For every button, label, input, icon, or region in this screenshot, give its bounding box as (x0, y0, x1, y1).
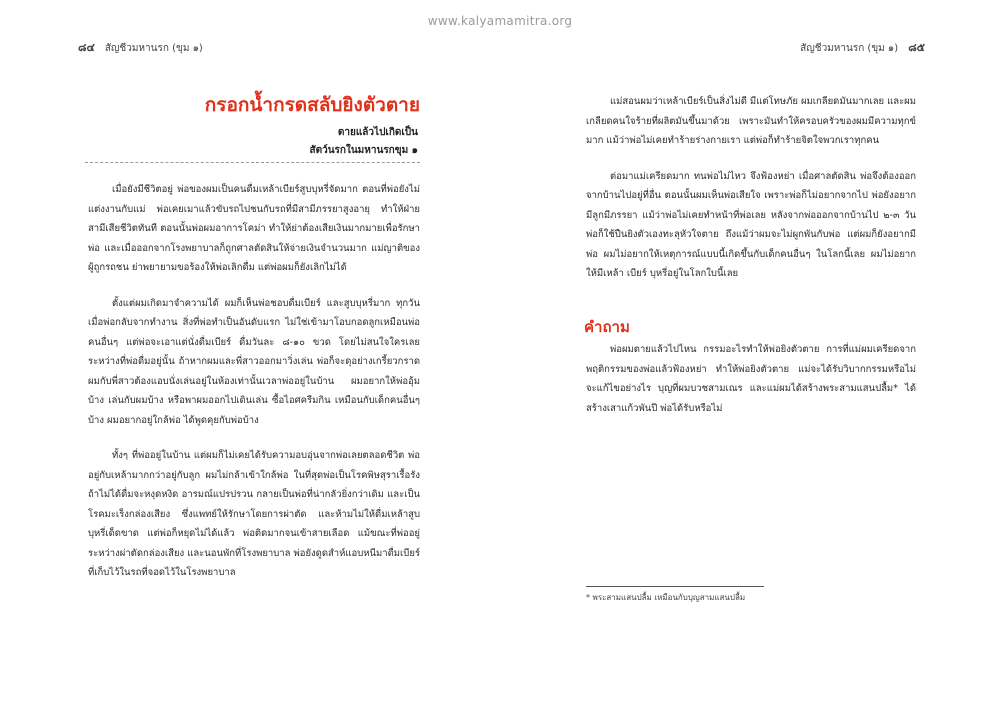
left-header-title: สัญชีวมหานรก (ขุม ๑) (104, 43, 203, 54)
right-page-number: ๘๕ (908, 41, 925, 54)
right-body-text (586, 92, 916, 300)
question-heading: คำถาม (584, 318, 630, 336)
right-paragraph-2: ต่อมาแม่เครียดมาก ทนพ่อไม่ไหว จึงฟ้องหย่า เมื่อศาลตัดสิน พ่อจึงต้องออกจากบ้านไปอยู่ที่อื่น ตอนนั้นผมเห็นพ่อเสียใจ เพราะพ่อก็ไม่อยากจากไป พ่อยังอยากมีลูกมีภรรยา แม้ว่าพ่อไม่เคยทำหน้าที่พ่อเลย หลังจากพ่อออกจากบ้านไป ๒-๓ วัน พ่อก็ใช้ปืนยิงตัวเองทะลุหัวใจตาย ถึงแม้ว่าผมจะไม่ผูกพันกับพ่อ แต่ผมก็ยังอยากมีพ่อ ผมไม่อยากให้เหตุการณ์แบบนี้เกิดขึ้นกับเด็กคนอื่นๆ ในโลกนี้เลย ผมไม่อยากให้มีเหล้า เบียร์ บุหรี่อยู่ในโลกใบนี้เลย (586, 170, 916, 279)
right-running-header (800, 38, 925, 56)
chapter-title: กรอกน้ำกรดสลับยิงตัวตาย (204, 94, 420, 116)
title-divider (85, 162, 420, 163)
right-paragraph-1: แม่สอนผมว่าเหล้าเบียร์เป็นสิ่งไม่ดี มีแต่โทษภัย ผมเกลียดมันมากเลย และผมเกลียดคนใจร้ายที่ผลิตมันขึ้นมาด้วย เพราะมันทำให้ครอบครัวของผมมีความทุกข์มาก แม้ว่าพ่อไม่เคยทำร้ายร่างกายเรา แต่พ่อก็ทำร้ายจิตใจพวกเราทุกคน (586, 96, 916, 146)
chapter-subtitle (309, 124, 418, 160)
question-body (586, 340, 916, 434)
left-paragraph-2: ตั้งแต่ผมเกิดมาจำความได้ ผมก็เห็นพ่อชอบดื่มเบียร์ และสูบบุหรี่มาก ทุกวันเมื่อพ่อกลับจากทำงาน สิ่งที่พ่อทำเป็นอันดับแรก ไม่ใช่เข้ามาโอบกอดลูกเหมือนพ่อคนอื่นๆ แต่พ่อจะเอาแต่นั่งดื่มเบียร์ ดื่มวันละ ๘-๑๐ ขวด โดยไม่สนใจใครเลย ระหว่างที่พ่อดื่มอยู่นั้น ถ้าหากผมและพี่สาวออกมาวิ่งเล่น พ่อก็จะดุอย่างเกรี้ยวกราด ผมกับพี่สาวต้องแอบนั่งเล่นอยู่ในห้องเท่านั้นเวลาพ่ออยู่ในบ้าน ผมอยากให้พ่ออุ้มบ้าง เล่นกับผมบ้าง หรือพาผมออกไปเดินเล่น ซื้อไอศครีมกิน เหมือนกับเด็กคนอื่นๆ บ้าง ผมอยากอยู่ใกล้พ่อ ได้พูดคุยกับพ่อบ้าง (88, 297, 420, 426)
subtitle-line-2: สัตว์นรกในมหานรกขุม ๑ (309, 145, 418, 156)
subtitle-line-1: ตายแล้วไปเกิดเป็น (337, 127, 418, 138)
left-page-number: ๘๔ (78, 41, 95, 54)
left-body-text (88, 180, 420, 599)
right-header-title: สัญชีวมหานรก (ขุม ๑) (800, 43, 899, 54)
left-paragraph-1: เมื่อยังมีชีวิตอยู่ พ่อของผมเป็นคนดื่มเหล้าเบียร์สูบบุหรี่จัดมาก ตอนที่พ่อยังไม่แต่งงานกับแม่ พ่อเคยเมาแล้วขับรถไปชนกับรถที่มีสามีภรรยาสูงอายุ ทำให้ฝ่ายสามีเสียชีวิตทันที ตอนนั้นพ่อผมอาการโคม่า ทำให้ย่าต้องเสียเงินมากมายเพื่อรักษาพ่อ และเมื่อออกจากโรงพยาบาลก็ถูกศาลตัดสินให้จ่ายเงินจำนวนมาก แม่ญาติของ ผู้ถูกรถชน ย่าพยายามขอร้องให้พ่อเลิกดื่ม แต่พ่อผมก็ยังเลิกไม่ได้ (88, 184, 420, 273)
left-running-header (78, 38, 203, 56)
question-paragraph: พ่อผมตายแล้วไปไหน กรรมอะไรทำให้พ่อยิงตัวตาย การที่แม่ผมเครียดจากพฤติกรรมของพ่อแล้วฟ้องหย่า ทำให้พ่อยิงตัวตาย แม่จะได้รับวิบากกรรมหรือไม่ จะแก้ไขอย่างไร บุญที่ผมบวชสามเณร และแม่ผมได้สร้างพระสามแสนปลื้ม* ได้สร้างเสาแก้วพันปี พ่อได้รับหรือไม่ (586, 344, 916, 414)
left-paragraph-3: ทั้งๆ ที่พ่ออยู่ในบ้าน แต่ผมก็ไม่เคยได้รับความอบอุ่นจากพ่อเลยตลอดชีวิต พ่ออยู่กับเหล้ามากกว่าอยู่กับลูก ผมไม่กล้าเข้าใกล้พ่อ ในที่สุดพ่อเป็นโรคพิษสุราเรื้อรัง ถ้าไม่ได้ดื่มจะหงุดหงิด อารมณ์แปรปรวน กลายเป็นพ่อที่น่ากลัวยิ่งกว่าเดิม และเป็นโรคมะเร็งกล่องเสียง ซึ่งแพทย์ให้รักษาโดยการผ่าตัด และห้ามไม่ให้ดื่มเหล้าสูบบุหรี่เด็ดขาด แต่พ่อก็หยุดไม่ได้แล้ว พ่อติดมากจนเข้าสายเลือด แม้ขณะที่พ่ออยู่ระหว่างผ่าตัดกล่องเสียง และนอนพักที่โรงพยาบาล พ่อยังดูดสำห์แอบหนีมาดื่มเบียร์ที่เก็บไว้ในรถที่จอดไว้ในโรงพยาบาล (88, 450, 420, 578)
footnote-rule (586, 586, 764, 587)
footnote: * พระสามแสนปลื้ม เหมือนกับบุญสามแสนปลื้ม (586, 593, 746, 602)
site-url-watermark: www.kalyamamitra.org (427, 14, 573, 28)
